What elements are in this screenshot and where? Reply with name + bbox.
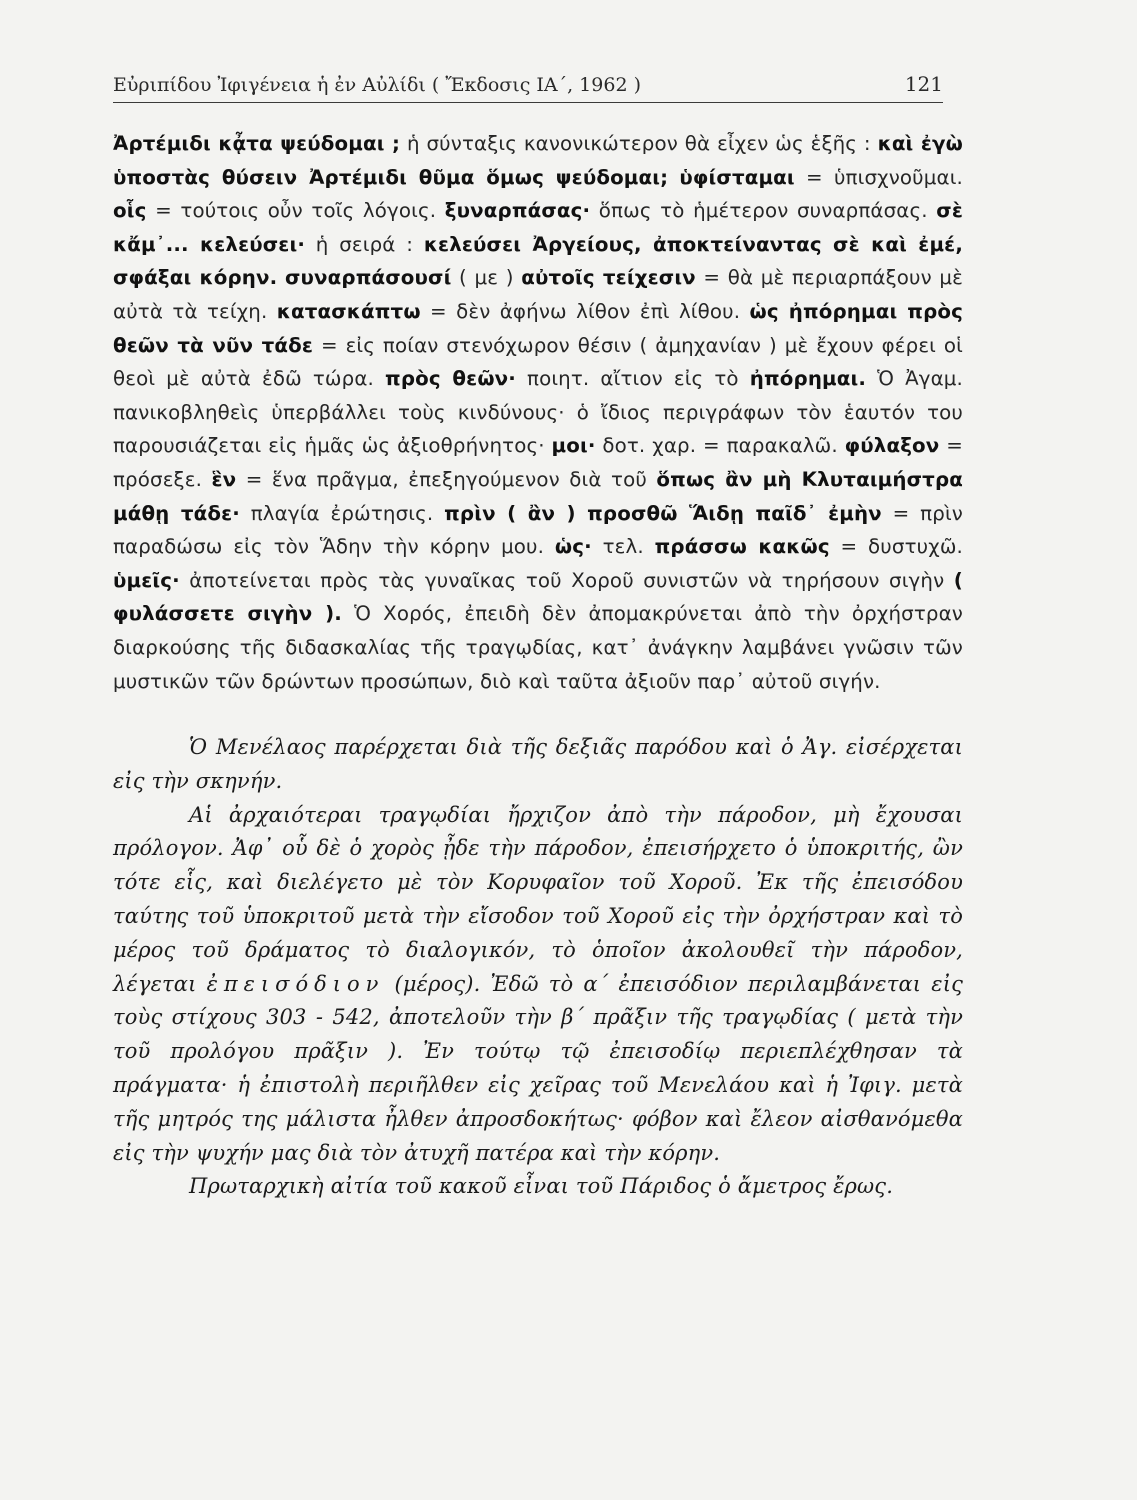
lemma-bold: πρὸς θεῶν·	[385, 367, 516, 391]
gloss-text: = τούτοις οὖν τοῖς λόγοις.	[146, 199, 445, 223]
header-title: Εὐριπίδου Ἰφιγένεια ἡ ἐν Αὐλίδι ( Ἔκδοσις ΙΑ΄, 1962 )	[113, 74, 641, 96]
lemma-bold: ὡς·	[554, 535, 592, 559]
italic-text: (μέρος). Ἐδῶ τὸ α΄ ἐπεισόδιον περιλαμβάνεται εἰς τοὺς στίχους 303 - 542, ἀποτελοῦν τὴν β΄ πρᾶξιν τῆς τραγῳδίας ( μετὰ τὴν τοῦ προλόγου πρᾶξιν ). Ἐν τούτῳ τῷ ἐπεισοδίῳ περιεπλέχθησαν τὰ πράγματα· ἡ ἐπιστολὴ περιῆλθεν εἰς χεῖρας τοῦ Μενελάου καὶ ἡ Ἰφιγ. μετὰ τῆς μητρός της μάλιστα ἦλθεν ἀπροσδοκήτως· φόβον καὶ ἔλεον αἰσθανόμεθα εἰς τὴν ψυχήν μας διὰ τὸν ἀτυχῆ πατέρα καὶ τὴν κόρην.	[113, 971, 963, 1165]
lemma-bold: μοι·	[551, 434, 596, 458]
lemma-bold: οἷς	[113, 199, 147, 223]
italic-notes	[113, 731, 963, 1204]
gloss-text: ποιητ. αἴτιον εἰς τὸ	[515, 367, 750, 391]
gloss-text: τελ.	[591, 535, 655, 559]
gloss-text: ἀποτείνεται πρὸς τὰς γυναῖκας τοῦ Χοροῦ συνιστῶν νὰ τηρήσουν σιγὴν	[179, 568, 954, 592]
gloss-text	[668, 166, 679, 189]
lemma-bold: πρὶν ( ἂν ) προσθῶ Ἅιδῃ παῖδ᾿ ἐμὴν	[444, 501, 882, 525]
lemma-bold: ( φυλάσσετε σιγὴν ).	[113, 568, 963, 626]
gloss-text: Ὁ Ἀγαμ. πανικοβληθεὶς ὑπερβάλλει τοὺς κινδύνους· ὁ ἴδιος περιγράφων τὸν ἑαυτόν του παρουσιάζεται εἰς ἡμᾶς ὡς ἀξιοθρήνητος·	[113, 367, 963, 458]
italic-text: Ὁ Μενέλαος παρέρχεται διὰ τῆς δεξιᾶς παρόδου καὶ ὁ Ἀγ. εἰσέρχεται εἰς τὴν σκηνήν.	[113, 735, 963, 793]
gloss-text: ἡ σύνταξις κανονικώτερον θὰ εἶχεν ὡς ἑξῆς :	[400, 132, 878, 155]
gloss-text: δοτ. χαρ. = παρακαλῶ.	[595, 434, 845, 458]
running-head	[113, 72, 943, 103]
page-number: 121	[904, 72, 943, 96]
italic-paragraph	[113, 1170, 963, 1204]
gloss-text: ὅπως τὸ ἡμέτερον συναρπάσας.	[590, 199, 937, 223]
gloss-text	[277, 266, 285, 289]
italic-paragraph	[113, 731, 963, 799]
lemma-bold: αὐτοῖς τείχεσιν	[521, 266, 696, 290]
italic-text: Αἱ ἀρχαιότεραι τραγῳδίαι ἤρχιζον ἀπὸ τὴν πάροδον, μὴ ἔχουσαι πρόλογον. Ἀφ᾿ οὗ δὲ ὁ χορὸς ᾖδε τὴν πάροδον, ἐπεισήρχετο ὁ ὑποκριτής, ὢν τότε εἷς, καὶ διελέγετο μὲ τὸν Κορυφαῖον τοῦ Χοροῦ. Ἐκ τῆς ἐπεισόδου ταύτης τοῦ ὑποκριτοῦ μετὰ τὴν εἴσοδον τοῦ Χοροῦ εἰς τὴν ὀρχήστραν καὶ τὸ μέρος τοῦ δράματος τὸ διαλογικόν, τὸ ὁποῖον ἀκολουθεῖ τὴν πάροδον, λέγεται	[113, 802, 963, 996]
gloss-text: = δυστυχῶ.	[829, 535, 963, 559]
gloss-text: = πρόσεξε.	[113, 434, 964, 491]
lemma-bold: ὡς ἠπόρημαι πρὸς θεῶν τὰ νῦν τάδε	[113, 299, 964, 357]
lemma-bold: ἠπόρημαι.	[749, 367, 867, 391]
lemma-bold: ὅπως ἂν μὴ Κλυταιμήστρα μάθῃ τάδε·	[113, 467, 963, 525]
lemma-bold: κελεύσει Ἀργείους, ἀποκτείναντας σὲ καὶ ἐμέ, σφάξαι κόρην.	[113, 232, 963, 290]
lemma-bold: φύλαξον	[844, 434, 940, 458]
gloss-text: = πρὶν παραδώσω εἰς τὸν Ἅδην τὴν κόρην μου.	[113, 501, 963, 559]
commentary-paragraph	[113, 127, 963, 698]
gloss-text: = εἰς ποίαν στενόχωρον θέσιν ( ἀμηχανίαν ) μὲ ἔχουν φέρει οἱ θεοὶ μὲ αὐτὰ ἐδῶ τώρα.	[113, 333, 964, 391]
lemma-bold: ὑμεῖς·	[113, 568, 180, 592]
spaced-term: ἐπεισόδιον	[206, 971, 385, 996]
lemma-bold: ξυναρπάσας·	[444, 199, 591, 223]
body-text	[113, 127, 963, 1204]
gloss-text: ἡ σειρά :	[305, 232, 424, 256]
gloss-text: = δὲν ἀφήνω λίθον ἐπὶ λίθου.	[420, 299, 750, 323]
gloss-text: = ἕνα πρᾶγμα, ἐπεξηγούμενον διὰ τοῦ	[236, 467, 657, 491]
gloss-text: Ὁ Χορός, ἐπειδὴ δὲν ἀπομακρύνεται ἀπὸ τὴν ὀρχήστραν διαρκούσης τῆς διδασκαλίας τῆς τραγῳδίας, κατ᾿ ἀνάγκην λαμβάνει γνῶσιν τῶν μυστικῶν τῶν δρώντων προσώπων, διὸ καὶ ταῦτα ἀξιοῦν παρ᾿ αὐτοῦ σιγήν.	[113, 602, 963, 693]
lemma-bold: πράσσω κακῶς	[654, 535, 830, 559]
lemma-bold: σὲ κἄμ᾿... κελεύσει·	[113, 199, 963, 256]
lemma-bold: ὑφίσταμαι	[679, 165, 795, 189]
gloss-text: = ὑπισχνοῦμαι.	[794, 165, 963, 189]
italic-paragraph	[113, 799, 963, 1171]
gloss-text: ( με )	[451, 266, 522, 290]
italic-text: Πρωταρχικὴ αἰτία τοῦ κακοῦ εἶναι τοῦ Πάριδος ὁ ἄμετρος ἔρως.	[189, 1174, 894, 1199]
lemma-bold: κατασκάπτω	[276, 299, 421, 323]
gloss-text: πλαγία ἐρώτησις.	[239, 501, 445, 525]
lemma-bold: Ἀρτέμιδι κᾆτα ψεύδομαι ;	[113, 132, 401, 155]
lemma-bold: ἓν	[211, 467, 237, 491]
lemma-bold: συναρπάσουσί	[284, 266, 452, 290]
gloss-text: = θὰ μὲ περιαρπάξουν μὲ αὐτὰ τὰ τείχη.	[113, 266, 963, 323]
lemma-bold: καὶ ἐγὼ ὑποστὰς θύσειν Ἀρτέμιδι θῦμα ὅμως ψεύδομαι;	[113, 132, 963, 189]
